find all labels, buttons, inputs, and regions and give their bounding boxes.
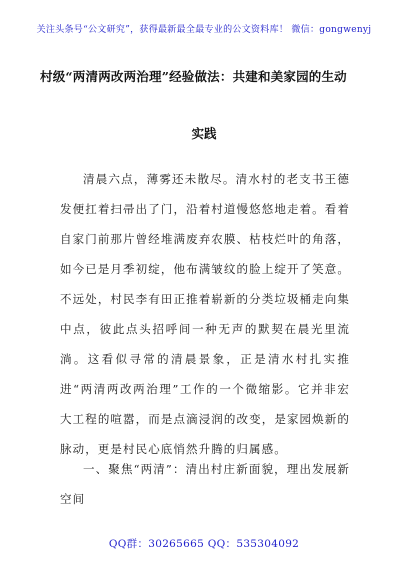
section-heading-paragraph: 一、聚焦“两清”：清出村庄新面貌，理出发展新空间 [60, 462, 350, 506]
footer-note: QQ群：30265665 QQ：535304092 [108, 538, 300, 550]
body-paragraph-1: 清晨六点，薄雾还未散尽。清水村的老支书王德发便扛着扫帚出了门，沿着村道慢悠悠地走着。看着自家门前那片曾经堆满废弃农膜、枯枝烂叶的角落，如今已是月季初绽，他布满皱纹的脸上绽开了笑意。不远处，村民李有田正推着崭新的分类垃圾桶走向集中点，彼此点头招呼间一种无声的默契在晨光里流淌。这看似寻常的清晨景象，正是清水村扎实推进“两清两改两治理”工作的一个微缩影。它并非宏大工程的喧嚣，而是点滴浸润的改变，是家园焕新的脉动，更是村民心底悄然升腾的归属感。 [60, 172, 350, 456]
header-note: 关注头条号“公文研究”，获得最新最全最专业的公文资料库！ 微信：gongwenyj [36, 25, 372, 35]
document-title-line-2: 实践 [191, 126, 217, 141]
document-title-line-1: 村级“两清两改两治理”经验做法：共建和美家园的生动 [40, 69, 347, 84]
